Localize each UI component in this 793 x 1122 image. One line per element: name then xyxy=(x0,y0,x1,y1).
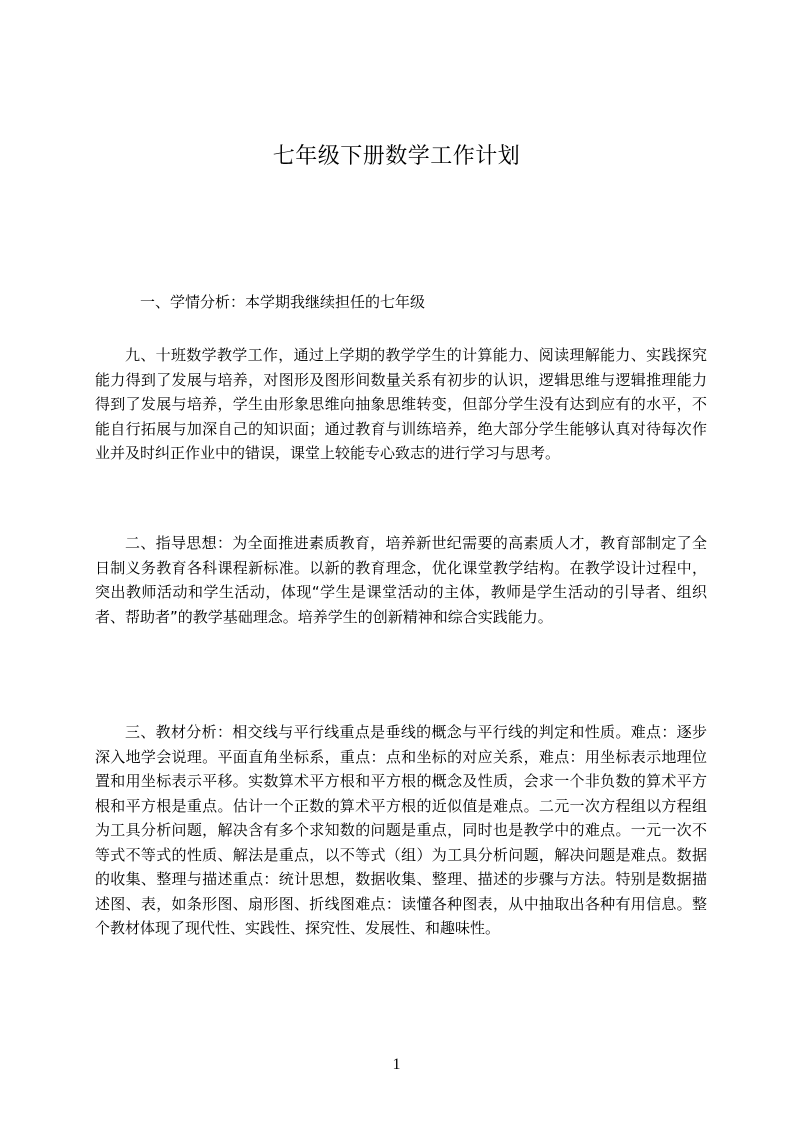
paragraph-student-analysis: 九、十班数学教学工作，通过上学期的教学学生的计算能力、阅读理解能力、实践探究能力得到了发展与培养，对图形及图形间数量关系有初步的认识，逻辑思维与逻辑推理能力得到了发展与培养，学生由形象思维向抽象思维转变，但部分学生没有达到应有的水平，不能自行拓展与加深自己的知识面；通过教育与训练培养，绝大部分学生能够认真对待每次作业并及时纠正作业中的错误，课堂上较能专心致志的进行学习与思考。 xyxy=(95,346,707,462)
document-title: 七年级下册数学工作计划 xyxy=(272,144,521,169)
paragraph-guiding-ideology: 二、指导思想：为全面推进素质教育，培养新世纪需要的高素质人才，教育部制定了全日制义务教育各科课程新标准。以新的教育理念，优化课堂教学结构。在教学设计过程中，突出教师活动和学生活动，体现“学生是课堂活动的主体，教师是学生活动的引导者、组织者、帮助者”的教学基础理念。培养学生的创新精神和综合实践能力。 xyxy=(95,534,707,626)
section-heading-student-analysis: 一、学情分析：本学期我继续担任的七年级 xyxy=(140,293,426,311)
page-number: 1 xyxy=(392,1056,401,1073)
paragraph-textbook-analysis: 三、教材分析：相交线与平行线重点是垂线的概念与平行线的判定和性质。难点：逐步深入地学会说理。平面直角坐标系，重点：点和坐标的对应关系，难点：用坐标表示地理位置和用坐标表示平移。实数算术平方根和平方根的概念及性质，会求一个非负数的算术平方根和平方根是重点。估计一个正数的算术平方根的近似值是难点。二元一次方程组以方程组为工具分析问题，解决含有多个求知数的问题是重点，同时也是教学中的难点。一元一次不等式不等式的性质、解法是重点，以不等式（组）为工具分析问题，解决问题是难点。数据的收集、整理与描述重点：统计思想，数据收集、整理、描述的步骤与方法。特别是数据描述图、表，如条形图、扇形图、折线图难点：读懂各种图表，从中抽取出各种有用信息。整个教材体现了现代性、实践性、探究性、发展性、和趣味性。 xyxy=(95,723,707,937)
